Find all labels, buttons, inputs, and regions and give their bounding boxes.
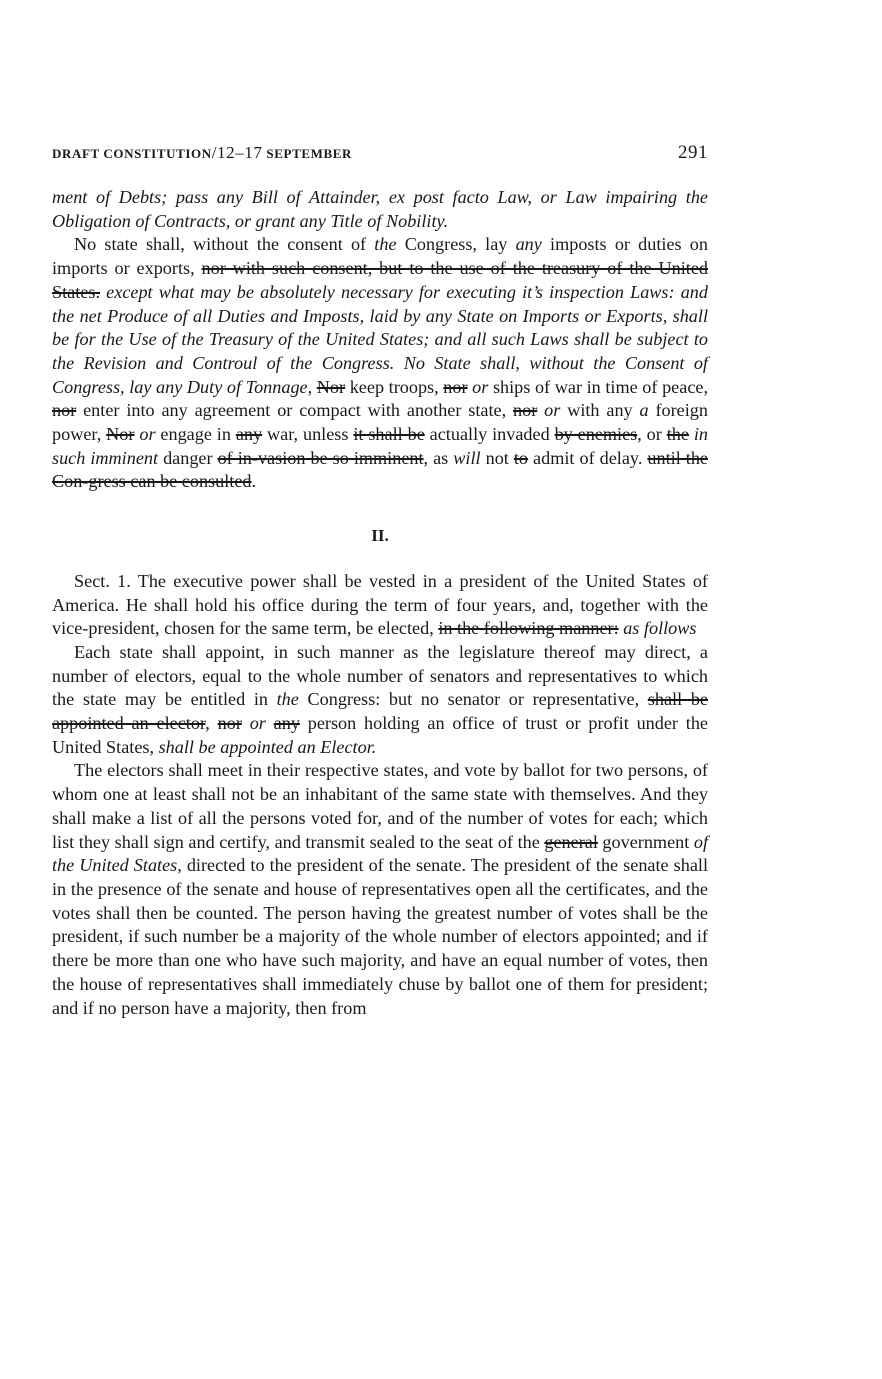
italic-insertion: as follows <box>623 618 697 639</box>
text-run: , as <box>423 447 454 468</box>
running-head-month: SEPTEMBER <box>266 146 353 161</box>
running-head-date-range: /12–17 <box>211 143 263 162</box>
struck-deletion: nor <box>217 713 242 734</box>
text-run: person holding an office of trust or profit under the United States, <box>52 713 709 757</box>
text-run: government <box>597 831 694 852</box>
running-head-title-part: DRAFT CONSTITUTION <box>52 146 212 161</box>
section-heading: II. <box>371 526 389 546</box>
text-run: ships of war in time of peace, <box>488 376 709 397</box>
italic-insertion: except what may be absolutely necessary for executing it’s inspection Laws: and the net Produce of all Duties and Imposts, laid by any State on Imports or Exports, shall be for the Use of the Treasury of the United States; and all such Laws shall be subject to the Revision and Controul of the Congress. No State shall, without the Consent of Congress, lay any Duty of Tonnage, <box>52 281 708 397</box>
struck-deletion: any <box>235 424 263 445</box>
text-run: with any <box>560 400 640 421</box>
running-head <box>52 142 708 172</box>
text-run: , <box>205 713 218 734</box>
struck-deletion: nor <box>52 400 77 421</box>
text-run: Sect. 1. The executive power shall be vested in a president of the United States of America. He shall hold his office during the term of four years, and, together with the vice-president, chosen for the same term, be elected, <box>52 570 708 639</box>
paragraph <box>52 641 708 760</box>
italic-insertion: ment of Debts; pass any Bill of Attainder, ex post facto Law, or Law impairing the Obligation of Contracts, or grant any Title of Nobility. <box>52 187 708 231</box>
article-one-continuation <box>52 186 708 494</box>
text-run: No state shall, without the consent of <box>74 234 375 255</box>
italic-insertion: or <box>139 424 156 445</box>
struck-deletion: by enemies <box>554 424 638 445</box>
struck-deletion: until the Con-gress can be consulted <box>52 447 708 492</box>
struck-deletion: it shall be <box>353 424 425 445</box>
paragraph <box>52 233 708 494</box>
italic-insertion: the <box>374 234 397 255</box>
page-number: 291 <box>678 142 708 163</box>
italic-insertion: a <box>639 400 649 421</box>
struck-deletion: in the following manner: <box>438 618 619 639</box>
body-text <box>52 186 708 1020</box>
italic-insertion: the <box>276 689 299 710</box>
struck-deletion: any <box>273 713 300 734</box>
struck-deletion: nor with such consent, but to the use of the treasury of the United States. <box>52 258 708 302</box>
italic-insertion: or <box>544 400 561 421</box>
text-run: actually invaded <box>424 424 555 445</box>
italic-insertion: shall be appointed an Elector. <box>158 736 377 757</box>
paragraph <box>52 570 708 641</box>
text-run: Congress: but no senator or representative, <box>298 689 648 710</box>
italic-insertion: or <box>249 713 266 734</box>
text-run: keep troops, <box>345 376 444 397</box>
text-run: admit of delay. <box>528 447 648 468</box>
text-run: danger <box>158 447 218 468</box>
struck-deletion: nor <box>513 400 538 421</box>
running-head-title <box>52 143 352 163</box>
text-run <box>242 713 250 733</box>
text-run: Each state shall appoint, in such manner as the legislature thereof may direct, a number of electors, equal to the whole number of senators and representatives to which the state may be entitled in <box>52 641 708 710</box>
article-two <box>52 570 708 1020</box>
paragraph <box>52 186 708 233</box>
struck-deletion: Nor <box>106 424 135 445</box>
text-run <box>266 713 274 733</box>
text-run: directed to the president of the senate. The president of the senate shall in the presence of the senate and house of representatives open all the certificates, and the votes shall then be counted. The person having the greatest number of votes shall be the president, if such number be a majority of the whole number of electors appointed; and if there be more than one who have such majority, and have an equal number of votes, then the house of representatives shall immediately chuse by ballot one of them for president; and if no person have a majority, then from <box>52 855 708 1018</box>
italic-insertion: any <box>515 234 542 255</box>
struck-deletion: nor <box>443 376 468 397</box>
italic-insertion: of the United States, <box>52 831 709 876</box>
italic-insertion: will <box>453 447 481 468</box>
struck-deletion: shall be appointed an elector <box>52 689 708 734</box>
text-run: Congress, lay <box>396 234 516 255</box>
text-run: foreign power, <box>52 400 708 445</box>
text-run: enter into any agreement or compact with another state, <box>76 400 514 421</box>
document-page <box>52 142 708 1020</box>
text-run: . <box>251 471 257 492</box>
text-run: imposts or duties on imports or exports, <box>52 234 708 279</box>
text-run: not <box>480 447 514 468</box>
paragraph <box>52 759 708 1020</box>
struck-deletion: general <box>544 831 598 852</box>
italic-insertion: in such imminent <box>52 424 709 468</box>
struck-deletion: of in-vasion be so imminent <box>217 447 424 468</box>
text-run: engage in <box>155 424 236 445</box>
struck-deletion: to <box>513 447 529 468</box>
struck-deletion: the <box>666 424 689 445</box>
text-run: war, unless <box>262 424 354 445</box>
struck-deletion: Nor <box>316 376 346 397</box>
text-run: , or <box>637 424 667 445</box>
italic-insertion: or <box>472 376 489 397</box>
text-run: The electors shall meet in their respective states, and vote by ballot for two persons, of whom one at least shall not be an inhabitant of the same state with themselves. And they shall make a list of all the persons voted for, and of the number of votes for each; which list they shall sign and certify, and transmit sealed to the seat of the <box>52 760 708 852</box>
